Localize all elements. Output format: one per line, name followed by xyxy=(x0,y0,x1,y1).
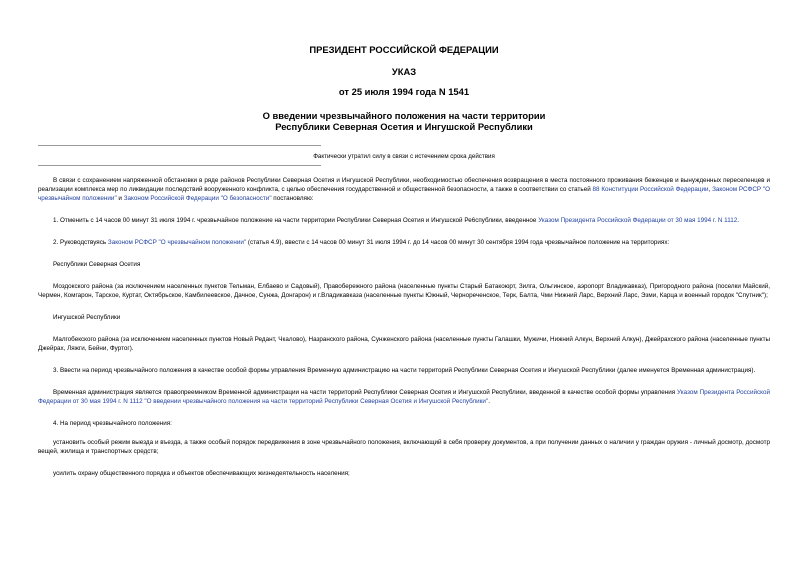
text-run: . xyxy=(737,217,740,224)
paragraph-4: 4. На период чрезвычайного положения: xyxy=(53,420,172,427)
paragraph-4a: установить особый режим выезда и въезда, а также особый порядок передвижения в зоне чрезвычайного положения, включающий в себя проверку документов, а при получении данных о наличии у граждан оружия - личный досмотр, досмотр вещей, жилища и транспортных средств; xyxy=(38,439,770,455)
paragraph-mozdok: Моздокского района (за исключением населенных пунктов Тельман, Елбаево и Садовый), Правобережного района (населенные пункты Старый Батакоюрт, Зилга, Ольгинское, аэропорт Владикавказ), Пригородного района (поселки Майский, Чермен, Комгарон, Тарское, Куртат, Октябрьское, Камбилеевское, Дачное, Сунжа, Донгарон) и г.Владикавказа (населенные пункты Южный, Чернореченское, Терк, Балта, Чми Нижний Ларс, Верхний Ларс, Эзми, Карца и военный городок "Спутник"); xyxy=(38,283,770,299)
doc-title-line2: Республики Северная Осетия и Ингушской Республики xyxy=(275,121,533,132)
link-law-emergency[interactable]: Законом РСФСР "О чрезвычайном положении" xyxy=(38,186,770,202)
link-constitution-art88[interactable]: 88 Конституции Российской Федерации xyxy=(592,186,709,193)
link-decree-1112-full[interactable]: Указом Президента Российской Федерации от 30 мая 1994 г. N 1112 "О введении чрезвычайного положения на части территорий Республики Северная Осетия и Ингушской Республики" xyxy=(38,389,770,405)
link-law-security[interactable]: Законом Российской Федерации "О безопасности" xyxy=(123,195,272,202)
text-run: 1. Отменить с 14 часов 00 минут 31 июля 1994 г. чрезвычайное положение на части территории Республики Северная Осетия и Ингушской Ре6спублики, введенное xyxy=(53,217,539,224)
text-run: . xyxy=(488,398,490,405)
doc-date-number: от 25 июля 1994 года N 1541 xyxy=(338,86,470,97)
divider-top xyxy=(38,145,321,146)
doc-type: УКАЗ xyxy=(391,66,417,77)
paragraph-3: 3. Ввести на период чрезвычайного положения в качестве особой формы управления Временную администрацию на части территорий Республики Северная Осетия и Ингушской Республики (далее именуется Временная администрация). xyxy=(53,367,756,374)
paragraph-malgobek: Малгобекского района (за исключением населенных пунктов Новый Редант, Чкалово), Назранского района, Сунженского района (населенные пункты Галашки, Мужичи, Нижний Алкун, Верхний Алкун), Джейрахского района (населенные пункты Джейрах, Ляжги, Бейни, Фуртог). xyxy=(38,336,770,352)
text-run: и xyxy=(116,195,124,202)
text-run: , xyxy=(708,186,713,193)
paragraph-region-ingushetia: Ингушской Республики xyxy=(53,314,121,321)
link-decree-1112[interactable]: Указом Президента Российской Федерации от 30 мая 1994 г. N 1112 xyxy=(538,217,738,224)
text-run: 2. Руководствуясь xyxy=(53,239,108,246)
doc-authority: ПРЕЗИДЕНТ РОССИЙСКОЙ ФЕДЕРАЦИИ xyxy=(309,44,499,55)
paragraph-1 xyxy=(38,216,770,225)
paragraph-2 xyxy=(38,238,770,247)
text-run: Временная администрация является правопреемником Временной администрации на части территорий Республики Северная Осетия и Ингушской Республики, введенной в качестве особой формы управления xyxy=(53,389,678,396)
divider-bottom xyxy=(38,165,321,166)
paragraph-4b: усилить охрану общественного порядка и объектов обеспечивающих жизнедеятельность населения; xyxy=(53,470,350,477)
paragraph-admin xyxy=(38,388,770,406)
text-run: В связи с сохранением напряженной обстановки в ряде районов Республики Северная Осетия и Ингушской Республики, необходимостью обеспечения возвращения в места постоянного проживания беженцев и вынужденных переселенцев и реализации комплекса мер по ликвидации последствий вооруженного конфликта, с целью обеспечения государственной и общественной безопасности, а также в соответствии со статьей xyxy=(38,177,770,193)
text-run: постановляю: xyxy=(271,195,314,202)
paragraph-region-north-ossetia: Республики Северная Осетия xyxy=(53,261,141,268)
doc-title-line1: О введении чрезвычайного положения на части территории xyxy=(262,110,546,121)
document-body xyxy=(38,176,770,478)
text-run: (статья 4.9), ввести с 14 часов 00 минут 31 июля 1994 г. до 14 часов 00 минут 30 сентября 1994 года чрезвычайное положение на территориях: xyxy=(246,239,670,246)
status-note: Фактически утратил силу в связи с истечением срока действия xyxy=(313,153,495,160)
paragraph-intro xyxy=(38,176,770,203)
link-law-emergency-2[interactable]: Законом РСФСР "О чрезвычайном положении" xyxy=(107,239,247,246)
